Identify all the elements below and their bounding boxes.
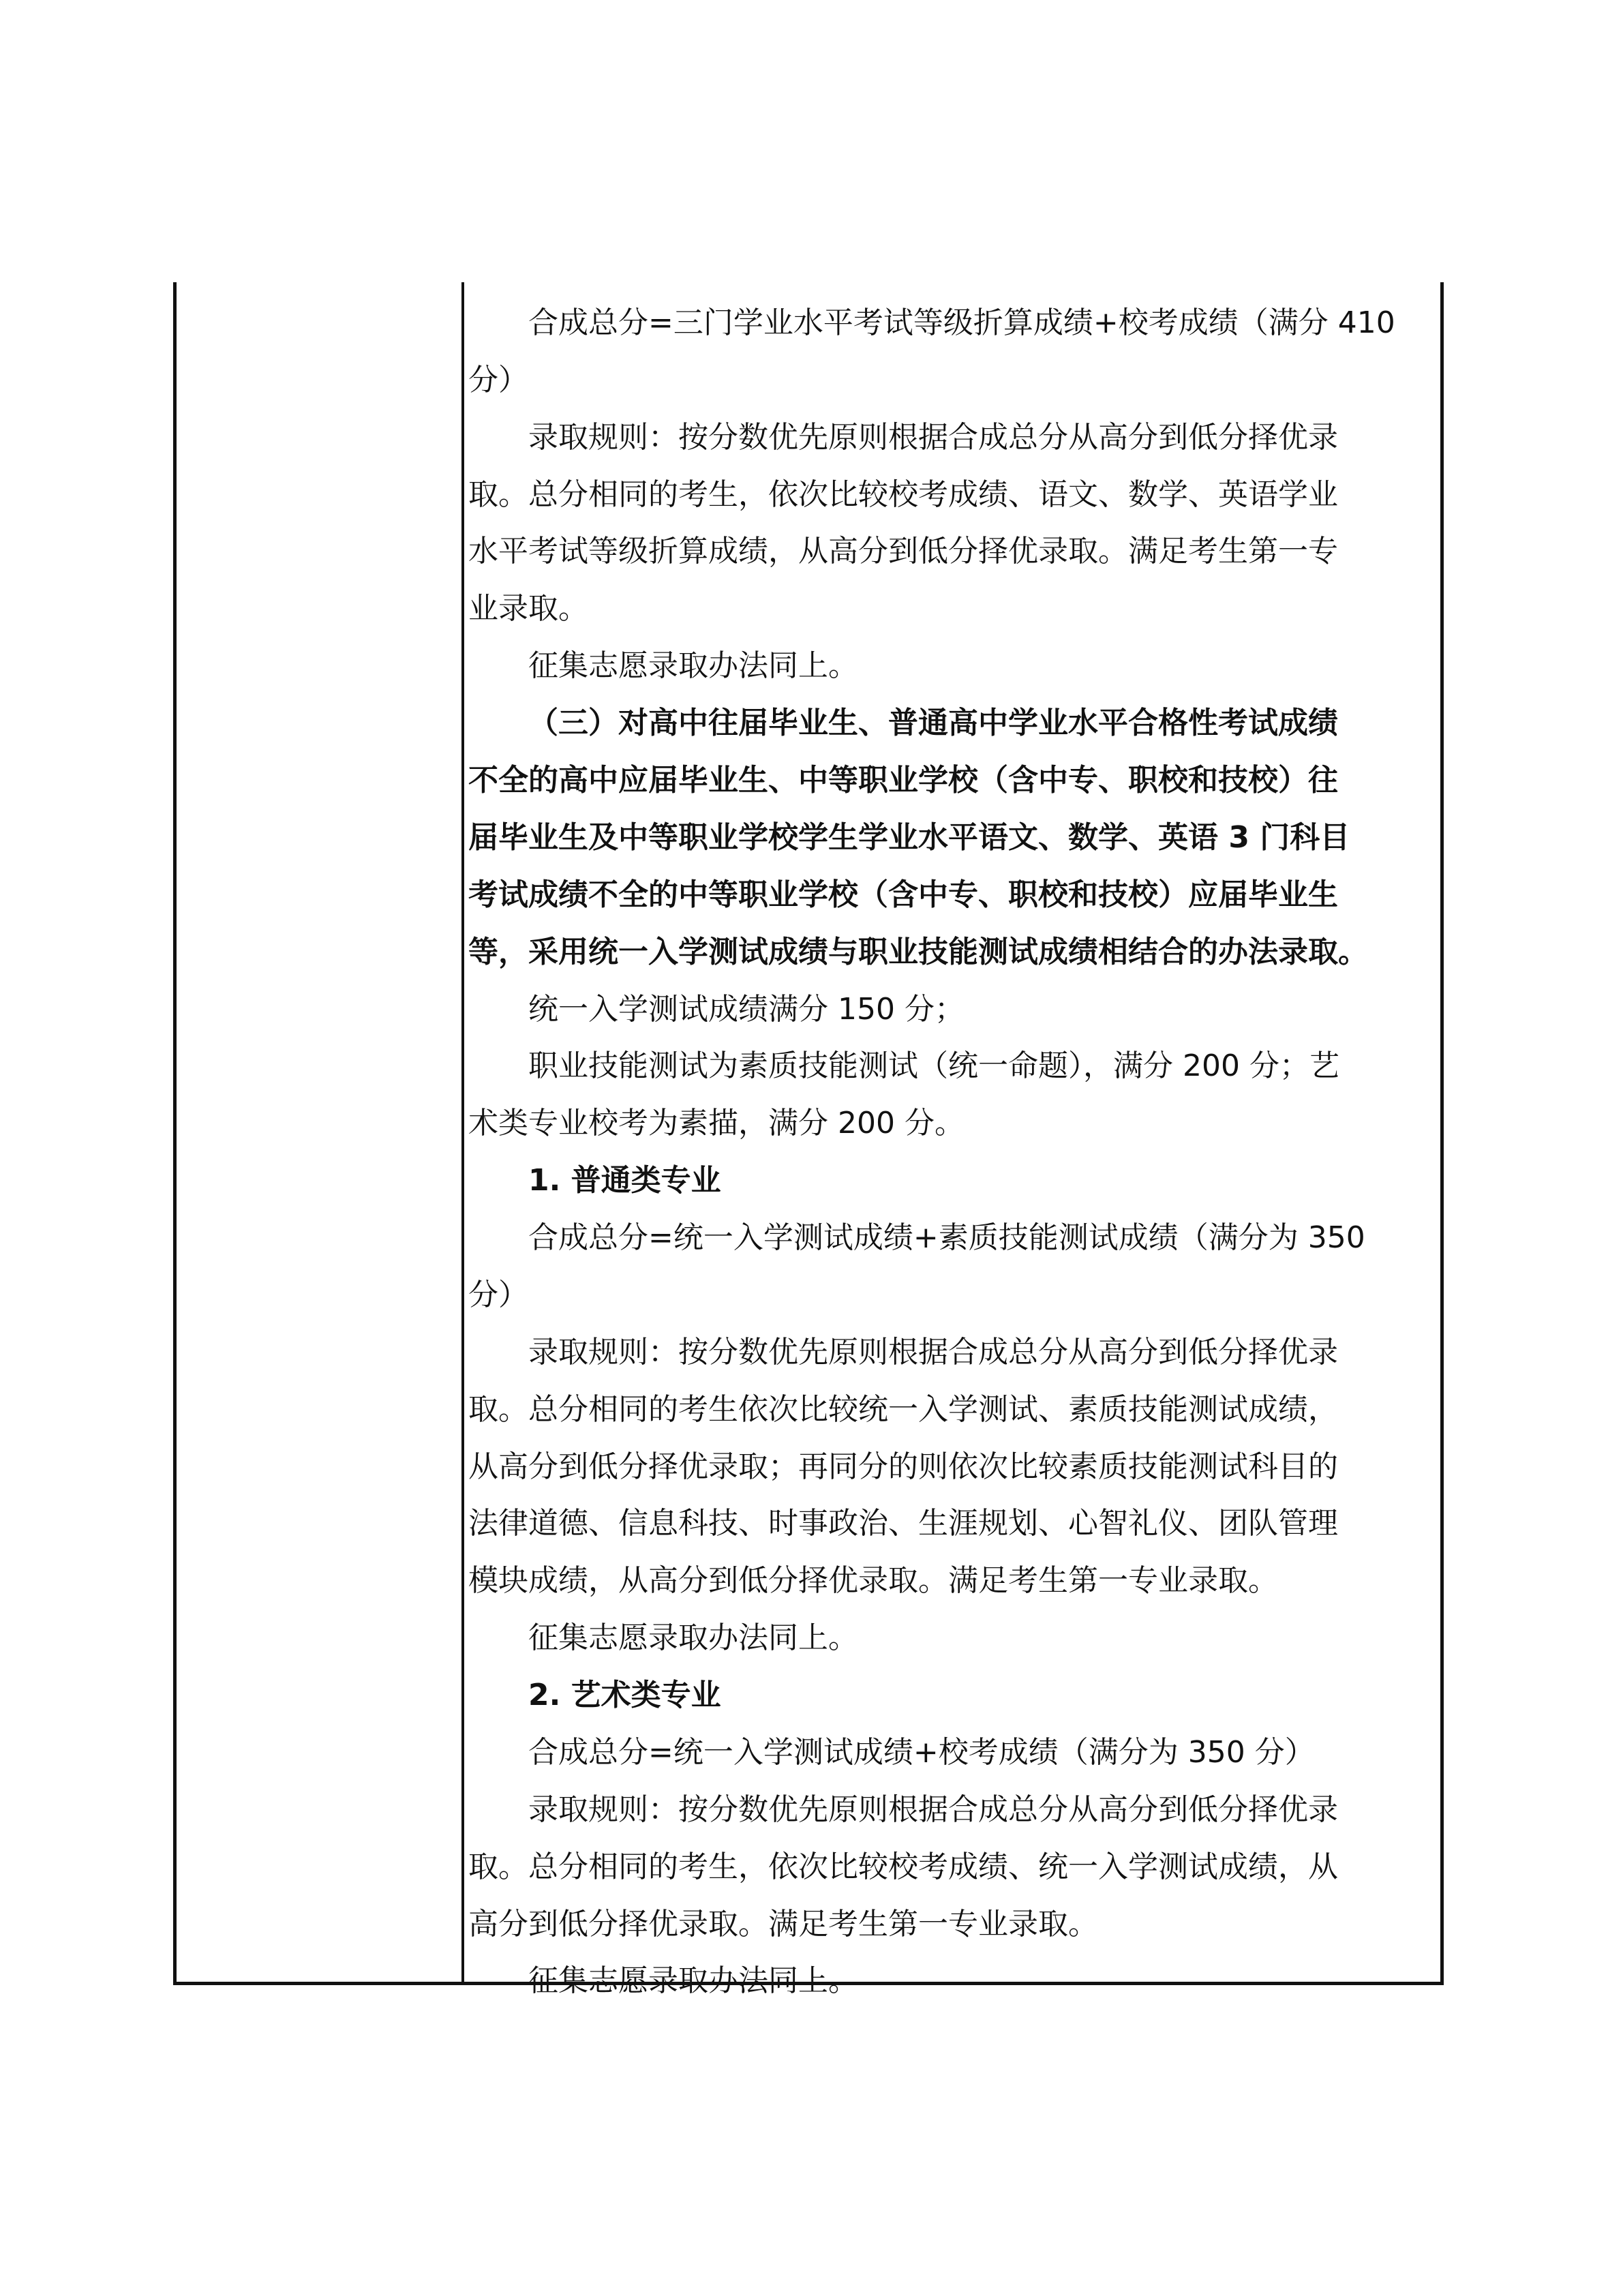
text-line: 合成总分=统一入学测试成绩+校考成绩（满分为 350 分） <box>528 1735 1315 1770</box>
text-line: 征集志愿录取办法同上。 <box>528 1620 858 1655</box>
text-line: 术类专业校考为素描，满分 200 分。 <box>468 1106 965 1141</box>
text-line: 业录取。 <box>468 591 588 626</box>
text-line: 取。总分相同的考生依次比较统一入学测试、素质技能测试成绩， <box>468 1392 1338 1427</box>
text-line: 统一入学测试成绩满分 150 分； <box>528 992 965 1027</box>
text-line: 职业技能测试为素质技能测试（统一命题），满分 200 分；艺 <box>528 1048 1339 1083</box>
table-content-cell <box>468 282 1438 1998</box>
text-line: 录取规则：按分数优先原则根据合成总分从高分到低分择优录 <box>528 1792 1338 1827</box>
text-line: 1. 普通类专业 <box>528 1163 721 1198</box>
text-line: 等，采用统一入学测试成绩与职业技能测试成绩相结合的办法录取。 <box>468 935 1368 969</box>
text-line: 2. 艺术类专业 <box>528 1678 721 1712</box>
text-line: 取。总分相同的考生，依次比较校考成绩、语文、数学、英语学业 <box>468 477 1338 512</box>
text-line: 征集志愿录取办法同上。 <box>528 648 858 683</box>
text-line: （三）对高中往届毕业生、普通高中学业水平合格性考试成绩 <box>528 706 1338 740</box>
text-line: 不全的高中应届毕业生、中等职业学校（含中专、职校和技校）往 <box>468 763 1338 798</box>
text-line: 届毕业生及中等职业学校学生学业水平语文、数学、英语 3 门科目 <box>468 820 1350 855</box>
text-line: 取。总分相同的考生，依次比较校考成绩、统一入学测试成绩，从 <box>468 1849 1338 1884</box>
text-line: 考试成绩不全的中等职业学校（含中专、职校和技校）应届毕业生 <box>468 877 1338 912</box>
text-line: 模块成绩，从高分到低分择优录取。满足考生第一专业录取。 <box>468 1563 1278 1598</box>
text-line: 录取规则：按分数优先原则根据合成总分从高分到低分择优录 <box>528 1335 1338 1370</box>
text-line: 分） <box>468 363 528 397</box>
text-line: 高分到低分择优录取。满足考生第一专业录取。 <box>468 1907 1098 1942</box>
text-line: 合成总分=三门学业水平考试等级折算成绩+校考成绩（满分 410 <box>528 305 1395 340</box>
text-line: 录取规则：按分数优先原则根据合成总分从高分到低分择优录 <box>528 420 1338 455</box>
text-line: 水平考试等级折算成绩，从高分到低分择优录取。满足考生第一专 <box>468 534 1338 569</box>
text-line: 合成总分=统一入学测试成绩+素质技能测试成绩（满分为 350 <box>528 1220 1365 1255</box>
text-line: 分） <box>468 1278 528 1312</box>
text-line: 法律道德、信息科技、时事政治、生涯规划、心智礼仪、团队管理 <box>468 1506 1338 1541</box>
text-line: 征集志愿录取办法同上。 <box>528 1963 858 1998</box>
text-line: 从高分到低分择优录取；再同分的则依次比较素质技能测试科目的 <box>468 1449 1338 1484</box>
table-left-column <box>177 282 464 1982</box>
document-table <box>173 282 1444 1998</box>
